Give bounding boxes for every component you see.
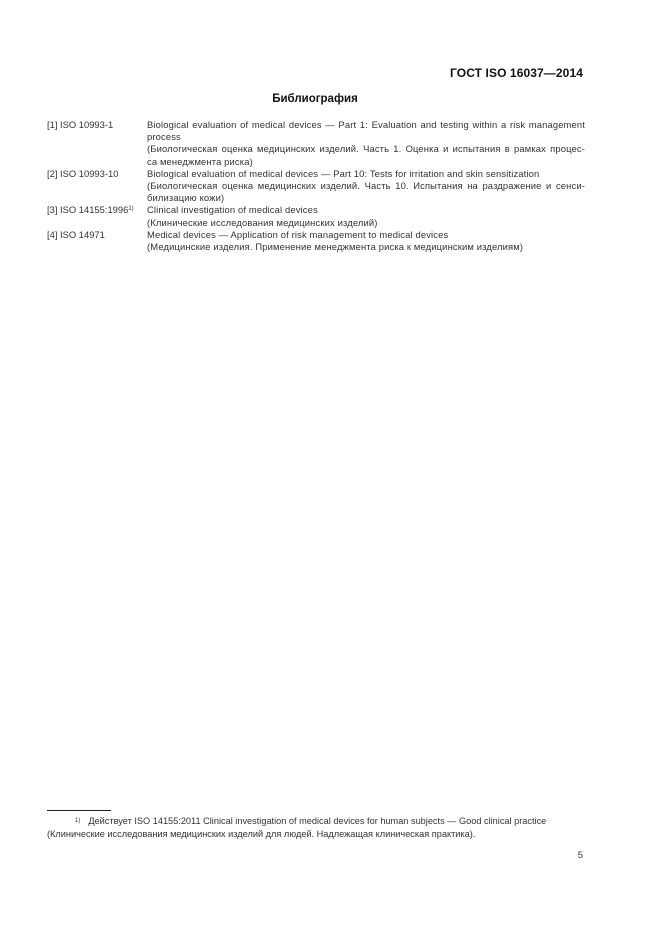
entry-description [147,119,585,168]
entry-reference [47,168,147,205]
standard-designation: ГОСТ ISO 16037—2014 [450,66,583,80]
bibliography-entry [47,204,585,228]
entry-line: билизацию кожи) [147,192,225,204]
entry-description [147,229,585,253]
section-title: Библиография [272,93,358,105]
entry-description [147,168,585,205]
footnote [47,815,585,841]
footnote-line [47,815,585,828]
entry-line: process [147,131,181,143]
footnote-marker: 1) [128,206,134,213]
entry-line: Clinical investigation of medical devices [147,204,318,216]
entry-line: (Клинические исследования медицинских изделий) [147,216,378,228]
entry-line: (Биологическая оценка медицинских изделий. Часть 1. Оценка и испытания в рамках процес- [147,143,585,155]
entry-reference [47,119,147,168]
entry-line: (Медицинские изделия. Применение менеджмента риска к медицинским изделиям) [147,241,524,253]
entry-line: са менеджмента риска) [147,155,253,167]
bibliography-entry [47,229,585,253]
entry-line: Biological evaluation of medical devices — Part 1: Evaluation and testing within a risk management [147,119,585,130]
footnote-text: Действует ISO 14155:2011 Clinical investigation of medical devices for human subjects — Good clinical practice [88,816,547,826]
entry-reference [47,204,147,228]
entry-description [147,204,585,228]
entry-line: Biological evaluation of medical devices — Part 10: Tests for irritation and skin sensitization [147,167,540,179]
entry-ref-text: [4] ISO 14971 [47,228,105,240]
page-number: 5 [577,850,583,861]
entry-line: (Биологическая оценка медицинских изделий. Часть 10. Испытания на раздражение и сенси- [147,180,585,192]
entry-ref-text: [3] ISO 14155:1996 [47,204,129,216]
entry-ref-text: [2] ISO 10993-10 [47,167,119,179]
entry-reference [47,229,147,253]
footnote-line: (Клинические исследования медицинских изделий для людей. Надлежащая клиническая практика). [47,829,476,839]
bibliography-entry [47,119,585,168]
footnote-marker: 1) [75,818,81,824]
entry-line: Medical devices — Application of risk management to medical devices [147,228,449,240]
footnote-separator [47,810,111,811]
entry-ref-text: [1] ISO 10993-1 [47,119,114,130]
bibliography-entry [47,168,585,205]
bibliography-list [47,119,585,253]
